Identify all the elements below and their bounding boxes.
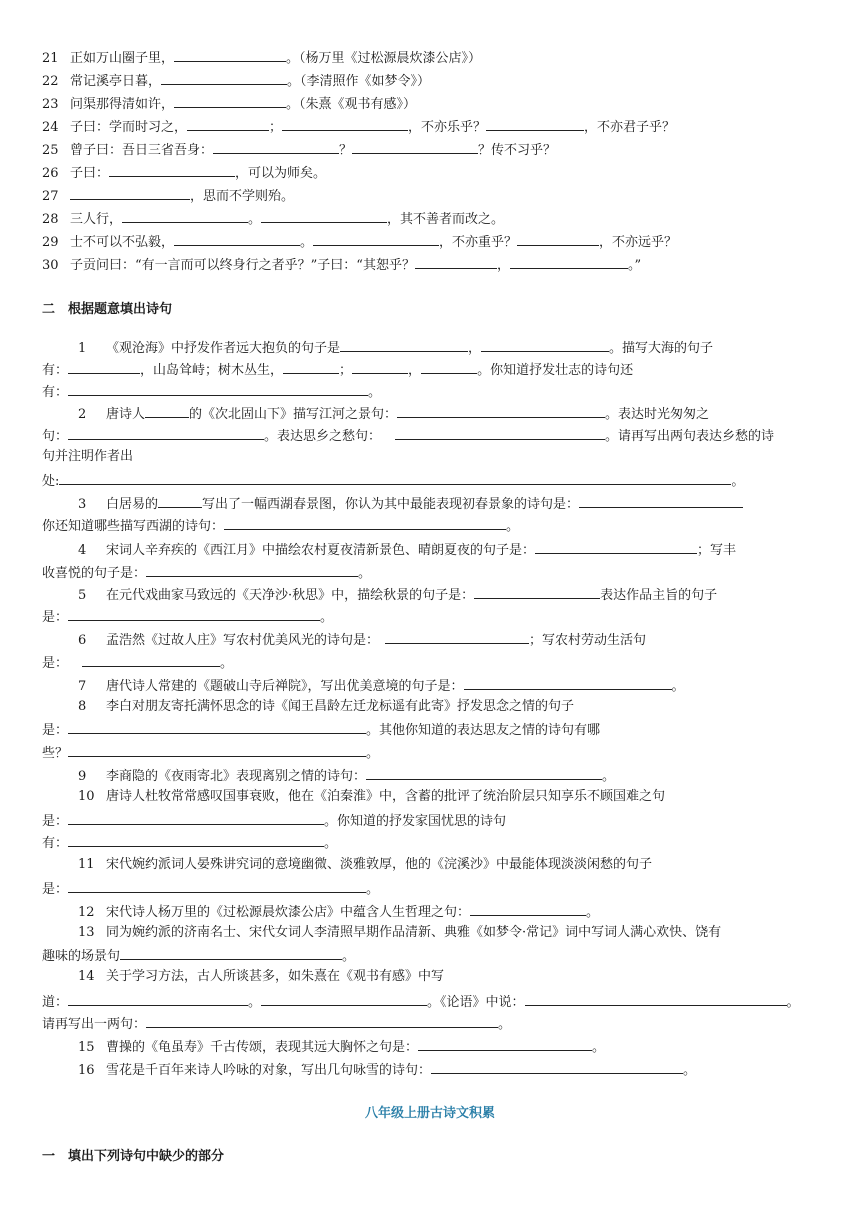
question-13 (42, 924, 832, 942)
question-8-cont (42, 720, 832, 740)
item-number: 26 (42, 166, 59, 181)
question-text: 。 (506, 519, 520, 534)
question-number: 11 (78, 857, 95, 872)
answer-blank[interactable] (146, 563, 358, 577)
question-number: 16 (78, 1063, 95, 1078)
answer-blank[interactable] (261, 209, 387, 223)
answer-blank[interactable] (486, 117, 584, 131)
answer-blank[interactable] (68, 360, 140, 374)
question-text: 雪花是千百年来诗人吟咏的对象，写出几句咏雪的诗句： (106, 1063, 432, 1078)
item-text: ，不亦重乎？ (439, 235, 518, 250)
question-number: 14 (78, 969, 95, 984)
answer-blank[interactable] (68, 607, 320, 621)
question-6 (42, 630, 832, 650)
question-number: 10 (78, 789, 95, 804)
question-text: 。《论语》中说： (427, 995, 525, 1010)
answer-blank[interactable] (158, 494, 202, 508)
question-text: 。 (586, 905, 600, 920)
question-text: 道： (42, 995, 69, 1010)
question-text: 的《次北固山下》描写江河之景句： (189, 407, 398, 422)
answer-blank[interactable] (122, 209, 248, 223)
item-number: 22 (42, 74, 59, 89)
answer-blank[interactable] (109, 163, 235, 177)
question-text: 。表达时光匆匆之 (605, 407, 710, 422)
question-7 (42, 676, 832, 696)
item-25 (42, 140, 832, 160)
answer-blank[interactable] (352, 360, 408, 374)
question-4-cont (42, 563, 832, 583)
item-text: ，不亦乐乎？ (408, 120, 487, 135)
answer-blank[interactable] (415, 255, 497, 269)
answer-blank[interactable] (174, 94, 286, 108)
question-3-cont (42, 516, 832, 536)
question-4 (42, 540, 832, 560)
item-text: 正如万山圈子里， (70, 51, 175, 66)
question-text: 。 (592, 1040, 606, 1055)
question-text: 宋代诗人杨万里的《过松源晨炊漆公店》中蕴含人生哲理之句： (106, 905, 471, 920)
question-text: 是： (42, 610, 69, 625)
answer-blank[interactable] (517, 232, 599, 246)
answer-blank[interactable] (282, 117, 408, 131)
question-14-cont (42, 992, 832, 1012)
question-text: 有： (42, 836, 69, 851)
item-text: ，不亦远乎？ (599, 235, 678, 250)
answer-blank[interactable] (174, 48, 286, 62)
question-5 (42, 585, 832, 605)
question-text: ， (408, 363, 422, 378)
question-text: 。 (366, 882, 380, 897)
item-text: 。（朱熹《观书有感》） (286, 97, 417, 112)
item-text: 常记溪亭日暮， (70, 74, 162, 89)
item-text: ？传不习乎？ (478, 143, 557, 158)
question-text: 宋词人辛弃疾的《西江月》中描绘农村夏夜清新景色、晴朗夏夜的句子是： (106, 543, 536, 558)
question-text: 。 (731, 474, 745, 489)
item-text: 子曰：学而时习之， (70, 120, 188, 135)
answer-blank[interactable] (174, 232, 300, 246)
question-14-cont (42, 1014, 832, 1034)
question-text: ， (468, 341, 482, 356)
answer-blank[interactable] (397, 404, 605, 418)
question-text: 同为婉约派的济南名士、宋代女词人李清照早期作品清新、典雅《如梦令·常记》词中写词人满心欢快、饶有 (106, 925, 722, 940)
question-number: 3 (78, 497, 87, 512)
answer-blank[interactable] (68, 992, 248, 1006)
question-text: 有： (42, 363, 69, 378)
item-text: ； (269, 120, 283, 135)
question-8 (42, 698, 832, 716)
question-text: 。请再写出两句表达乡愁的诗 (605, 429, 775, 444)
answer-blank[interactable] (59, 471, 731, 485)
question-text: 宋代婉约派词人晏殊讲究词的意境幽微、淡雅敦厚，他的《浣溪沙》中最能体现淡淡闲愁的句子 (106, 857, 653, 872)
question-10-cont (42, 833, 832, 853)
question-number: 8 (78, 699, 87, 714)
item-26 (42, 163, 832, 183)
question-number: 7 (78, 679, 87, 694)
question-text: 是： (42, 814, 69, 829)
item-text: 。 (300, 235, 314, 250)
question-text: 。 (786, 995, 800, 1010)
question-text: 李商隐的《夜雨寄北》表现离别之情的诗句： (106, 769, 367, 784)
item-text: 问渠那得清如许， (70, 97, 175, 112)
question-1-cont (42, 382, 832, 402)
question-text: 孟浩然《过故人庄》写农村优美风光的诗句是： (106, 633, 380, 648)
question-2-cont (42, 426, 832, 446)
answer-blank[interactable] (146, 1014, 498, 1028)
item-text: 。 (248, 212, 262, 227)
item-number: 24 (42, 120, 59, 135)
answer-blank[interactable] (470, 902, 586, 916)
answer-blank[interactable] (481, 338, 609, 352)
question-text: 。 (671, 679, 685, 694)
item-text: 士不可以不弘毅， (70, 235, 175, 250)
question-text: 。描写大海的句子 (609, 341, 714, 356)
item-29 (42, 232, 832, 252)
question-2-cont (42, 448, 832, 466)
answer-blank[interactable] (525, 992, 787, 1006)
answer-blank[interactable] (474, 585, 600, 599)
answer-blank[interactable] (385, 630, 529, 644)
question-10 (42, 788, 832, 806)
item-number: 28 (42, 212, 59, 227)
answer-blank[interactable] (510, 255, 628, 269)
item-number: 30 (42, 258, 59, 273)
answer-blank[interactable] (366, 766, 602, 780)
question-text: 唐诗人 (106, 407, 146, 422)
question-number: 13 (78, 925, 95, 940)
answer-blank[interactable] (145, 404, 189, 418)
question-16 (42, 1060, 832, 1080)
question-2-cont (42, 471, 832, 491)
question-text: 。 (683, 1063, 697, 1078)
question-9 (42, 766, 832, 786)
answer-blank[interactable] (418, 1037, 592, 1051)
question-text: 。你知道抒发壮志的诗句还 (477, 363, 634, 378)
question-text: 你还知道哪些描写西湖的诗句： (42, 519, 225, 534)
item-text: 三人行， (70, 212, 123, 227)
question-3 (42, 494, 832, 514)
question-number: 2 (78, 407, 87, 422)
item-text: ，不亦君子乎？ (584, 120, 676, 135)
question-5-cont (42, 607, 832, 627)
question-text: 。 (498, 1017, 512, 1032)
grade-title: 八年级上册古诗文积累 (364, 1106, 495, 1121)
question-text: 在元代戏曲家马致远的《天净沙·秋思》中，描绘秋景的句子是： (106, 588, 475, 603)
question-8-cont (42, 743, 832, 763)
answer-blank[interactable] (68, 833, 324, 847)
question-13-cont (42, 946, 832, 966)
question-text: 句并注明作者出 (42, 449, 134, 464)
question-text: 趣味的场景句 (42, 949, 121, 964)
item-number: 27 (42, 189, 59, 204)
question-text: 表达作品主旨的句子 (600, 588, 718, 603)
question-text: 写出了一幅西湖春景图，你认为其中最能表现初春景象的诗句是： (202, 497, 580, 512)
question-text: 唐诗人杜牧常常感叹国事衰败，他在《泊秦淮》中，含蓄的批评了统治阶层只知享乐不顾国难之句 (106, 789, 666, 804)
question-text: 有： (42, 385, 69, 400)
answer-blank[interactable] (70, 186, 190, 200)
item-30 (42, 255, 832, 275)
item-number: 23 (42, 97, 59, 112)
question-6-cont (42, 653, 832, 673)
answer-blank[interactable] (352, 140, 478, 154)
question-text: 些？ (42, 746, 69, 761)
item-number: 29 (42, 235, 59, 250)
item-text: 。（李清照作《如梦令》） (287, 74, 431, 89)
question-text: ； (339, 363, 353, 378)
answer-blank[interactable] (82, 653, 220, 667)
question-1-cont (42, 360, 832, 380)
question-number: 9 (78, 769, 87, 784)
item-text: ，可以为师矣。 (235, 166, 327, 181)
item-text: 曾子曰：吾日三省吾身： (70, 143, 214, 158)
question-text: ，山岛耸峙；树木丛生， (140, 363, 284, 378)
answer-blank[interactable] (120, 946, 342, 960)
answer-blank[interactable] (579, 494, 743, 508)
question-number: 12 (78, 905, 95, 920)
item-text: 。（杨万里《过松源晨炊漆公店》） (286, 51, 482, 66)
item-text: 子曰： (70, 166, 110, 181)
answer-blank[interactable] (213, 140, 339, 154)
answer-blank[interactable] (68, 720, 366, 734)
question-text: ；写农村劳动生活句 (529, 633, 647, 648)
item-number: 21 (42, 51, 59, 66)
item-24 (42, 117, 832, 137)
question-text: 。 (220, 656, 234, 671)
answer-blank[interactable] (464, 676, 672, 690)
question-text: 。 (248, 995, 262, 1010)
question-text: 处: (42, 474, 60, 489)
question-10-cont (42, 811, 832, 831)
question-text: 是： (42, 723, 69, 738)
item-28 (42, 209, 832, 229)
answer-blank[interactable] (68, 879, 366, 893)
answer-blank[interactable] (431, 1060, 683, 1074)
question-text: 。 (324, 836, 338, 851)
item-27 (42, 186, 832, 206)
answer-blank[interactable] (68, 382, 368, 396)
question-12 (42, 902, 832, 922)
question-text: 。其他你知道的表达思友之情的诗句有哪 (366, 723, 601, 738)
question-text: 《观沧海》中抒发作者远大抱负的句子是 (106, 341, 341, 356)
question-text: 。 (320, 610, 334, 625)
answer-blank[interactable] (68, 811, 324, 825)
question-text: 。 (602, 769, 616, 784)
item-21 (42, 48, 832, 68)
question-2 (42, 404, 832, 424)
question-text: 是： (42, 656, 69, 671)
answer-blank[interactable] (340, 338, 468, 352)
item-text: 子贡问曰：“有一言而可以终身行之者乎？”子曰：“其恕乎？ (70, 258, 415, 273)
question-1 (42, 338, 832, 358)
question-11-cont (42, 879, 832, 899)
item-text: ，其不善者而改之。 (387, 212, 505, 227)
answer-blank[interactable] (224, 516, 506, 530)
question-text: 是： (42, 882, 69, 897)
answer-blank[interactable] (261, 992, 427, 1006)
question-text: 白居易的 (106, 497, 159, 512)
answer-blank[interactable] (187, 117, 269, 131)
question-text: ；写丰 (697, 543, 737, 558)
question-14 (42, 968, 832, 986)
item-text: ，思而不学则殆。 (190, 189, 295, 204)
section-heading: 二 根据题意填出诗句 (42, 302, 173, 317)
question-text: 收喜悦的句子是： (42, 566, 147, 581)
question-text: 关于学习方法，古人所谈甚多，如朱熹在《观书有感》中写 (106, 969, 445, 984)
question-15 (42, 1037, 832, 1057)
question-text: 李白对朋友寄托满怀思念的诗《闻王昌龄左迁龙标遥有此寄》抒发思念之情的句子 (106, 699, 575, 714)
answer-blank[interactable] (535, 540, 697, 554)
answer-blank[interactable] (313, 232, 439, 246)
question-number: 4 (78, 543, 87, 558)
question-text: 。 (358, 566, 372, 581)
question-number: 1 (78, 341, 87, 356)
question-number: 6 (78, 633, 87, 648)
item-number: 25 (42, 143, 59, 158)
question-text: 。 (366, 746, 380, 761)
question-text: 。表达思乡之愁句： (264, 429, 382, 444)
question-text: 句： (42, 429, 69, 444)
answer-blank[interactable] (395, 426, 605, 440)
item-text: ？ (339, 143, 353, 158)
item-23 (42, 94, 832, 114)
question-text: 唐代诗人常建的《题破山寺后禅院》，写出优美意境的句子是： (106, 679, 464, 694)
question-text: 。 (342, 949, 356, 964)
question-text: 请再写出一两句： (42, 1017, 147, 1032)
question-text: 。 (368, 385, 382, 400)
answer-blank[interactable] (68, 426, 264, 440)
answer-blank[interactable] (283, 360, 339, 374)
question-text: 曹操的《龟虽寿》千古传颂，表现其远大胸怀之句是： (106, 1040, 419, 1055)
item-22 (42, 71, 832, 91)
question-number: 15 (78, 1040, 95, 1055)
question-text: 。你知道的抒发家国忧思的诗句 (324, 814, 507, 829)
section-heading: 一 填出下列诗句中缺少的部分 (42, 1149, 225, 1164)
question-number: 5 (78, 588, 87, 603)
item-text: 。” (627, 258, 642, 273)
item-text: ， (496, 258, 510, 273)
answer-blank[interactable] (68, 743, 366, 757)
answer-blank[interactable] (161, 71, 287, 85)
question-11 (42, 856, 832, 874)
answer-blank[interactable] (421, 360, 477, 374)
